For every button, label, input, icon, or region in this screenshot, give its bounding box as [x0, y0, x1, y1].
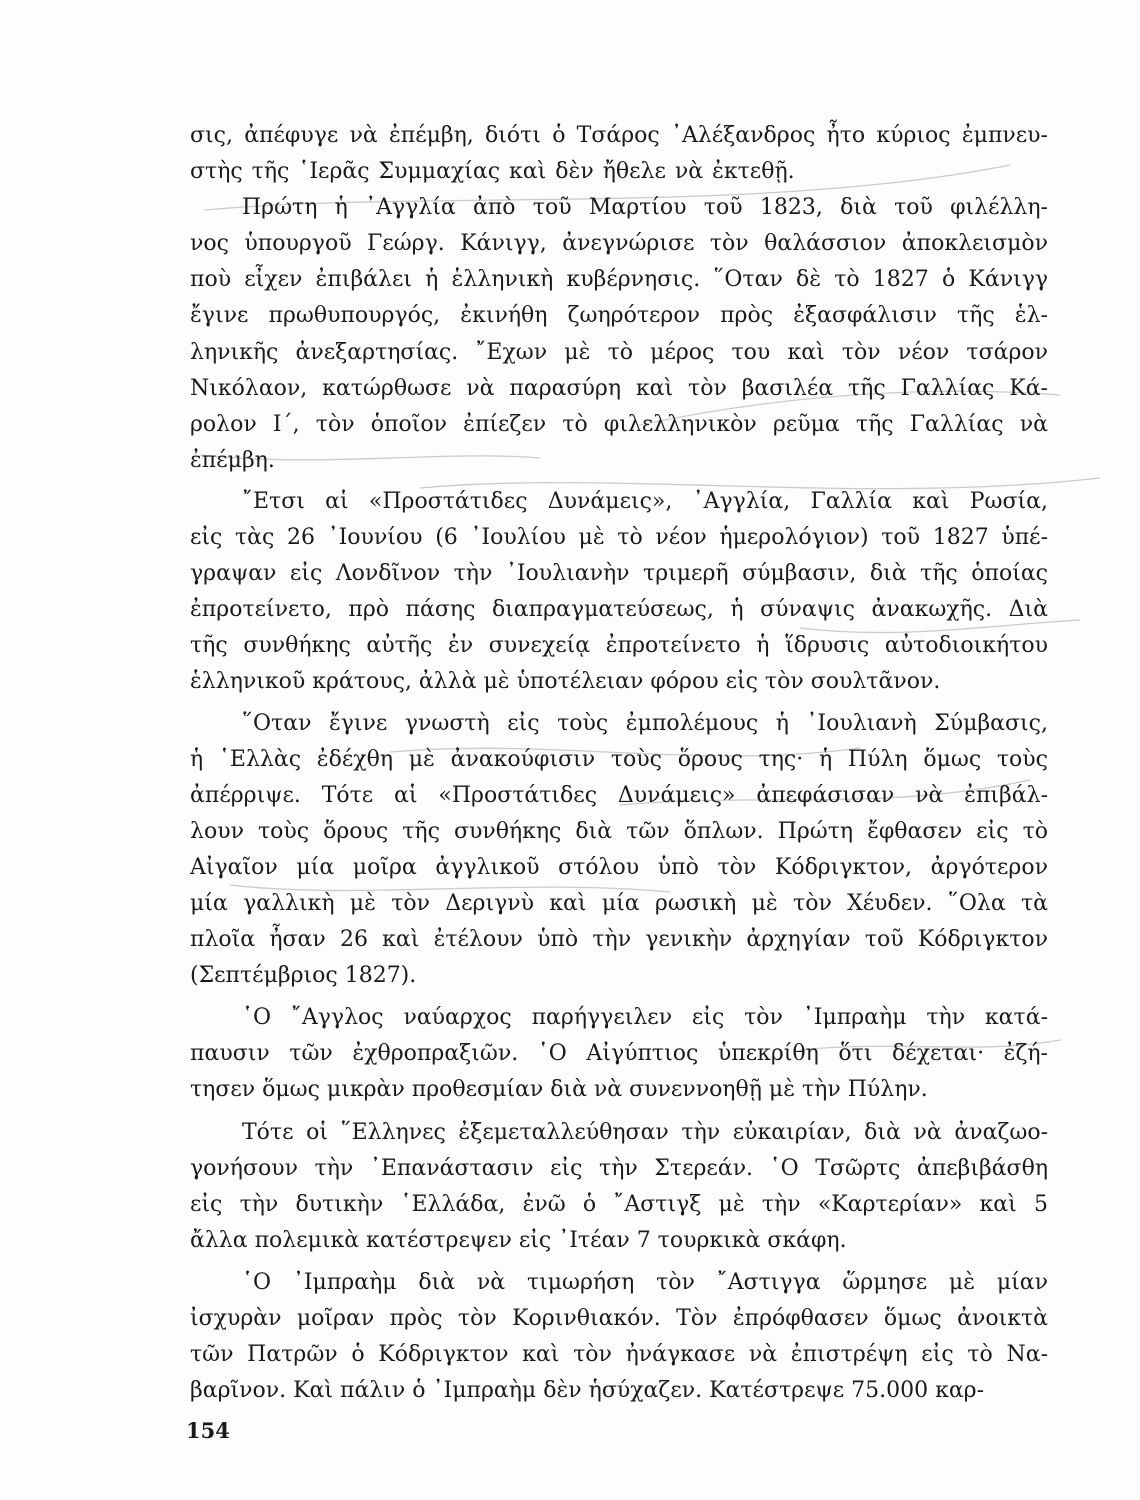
text-line: γραψαν εἰς Λονδῖνον τὴν ᾿Ιουλιανὴν τριμερῆ σύμβασιν, διὰ τῆς ὁποίας	[190, 561, 1048, 587]
text-line: παυσιν τῶν ἐχθροπραξιῶν. ῾Ο Αἰγύπτιος ὑπεκρίθη ὅτι δέχεται· ἐζή-	[190, 1041, 1048, 1067]
text-line: μία γαλλικὴ μὲ τὸν Δεριγνὺ καὶ μία ρωσικὴ μὲ τὸν Χέυδεν. ῞Ολα τὰ	[190, 890, 1048, 916]
text-line: στὴς τῆς ῾Ιερᾶς Συμμαχίας καὶ δὲν ἤθελε νὰ ἐκτεθῇ.	[190, 159, 795, 185]
text-line: ἰσχυρὰν μοῖραν πρὸς τὸν Κορινθιακόν. Τὸν ἐπρόφθασεν ὅμως ἀνοικτὰ	[190, 1306, 1048, 1331]
text-line: ἐπροτείνετο, πρὸ πάσης διαπραγματεύσεως, ἡ σύναψις ἀνακωχῆς. Διὰ	[190, 597, 1048, 623]
text-line: (Σεπτέμβριος 1827).	[190, 963, 417, 989]
text-line: σις, ἀπέφυγε νὰ ἐπέμβη, διότι ὁ Τσάρος ᾿Αλέξανδρος ἦτο κύριος ἐμπνευ-	[190, 123, 1048, 148]
text-line: ἔγινε πρωθυπουργός, ἐκινήθη ζωηρότερον πρὸς ἐξασφάλισιν τῆς ἑλ-	[190, 303, 1048, 329]
paragraph-2	[190, 190, 1048, 479]
text-line: ἐπέμβη.	[190, 447, 275, 473]
text-line: ποὺ εἶχεν ἐπιβάλει ἡ ἑλληνικὴ κυβέρνησις. ῞Οταν δὲ τὸ 1827 ὁ Κάνιγγ	[190, 267, 1048, 293]
text-line: ῾Ο ῎Αγγλος ναύαρχος παρήγγειλεν εἰς τὸν ᾿Ιμπραὴμ τὴν κατά-	[242, 1005, 1048, 1031]
text-line: Τότε οἱ ῞Ελληνες ἐξεμεταλλεύθησαν τὴν εὐκαιρίαν, διὰ νὰ ἀναζωο-	[242, 1119, 1048, 1145]
text-line: Αἰγαῖον μία μοῖρα ἀγγλικοῦ στόλου ὑπὸ τὸν Κόδριγκτον, ἀργότερον	[190, 854, 1048, 880]
text-line: τῶν Πατρῶν ὁ Κόδριγκτον καὶ τὸν ἠνάγκασε νὰ ἐπιστρέψη εἰς τὸ Να-	[190, 1342, 1048, 1368]
text-line: νος ὑπουργοῦ Γεώργ. Κάνιγγ, ἀνεγνώρισε τὸν θαλάσσιον ἀποκλεισμὸν	[190, 231, 1048, 257]
paragraph-1	[190, 118, 1048, 190]
text-line: ἄλλα πολεμικὰ κατέστρεψεν εἰς ᾿Ιτέαν 7 τουρκικὰ σκάφη.	[190, 1227, 847, 1253]
text-line: ῞Οταν ἔγινε γνωστὴ εἰς τοὺς ἐμπολέμους ἡ ᾿Ιουλιανὴ Σύμβασις,	[242, 710, 1048, 736]
paragraph-3	[190, 484, 1048, 701]
page-text	[190, 118, 1048, 1409]
paragraph-6	[190, 1115, 1048, 1259]
text-line: εἰς τὰς 26 ᾿Ιουνίου (6 ᾿Ιουλίου μὲ τὸ νέον ἡμερολόγιον) τοῦ 1827 ὑπέ-	[190, 525, 1048, 551]
text-line: γονήσουν τὴν ᾿Επανάστασιν εἰς τὴν Στερεάν. ῾Ο Τσῶρτς ἀπεβιβάσθη	[190, 1155, 1048, 1181]
text-line: ρολον Ι΄, τὸν ὁποῖον ἐπίεζεν τὸ φιλελληνικὸν ρεῦμα τῆς Γαλλίας νὰ	[190, 411, 1048, 437]
text-line: ἑλληνικοῦ κράτους, ἀλλὰ μὲ ὑποτέλειαν φόρου εἰς τὸν σουλτᾶνον.	[190, 669, 941, 695]
text-line: Νικόλαον, κατώρθωσε νὰ παρασύρη καὶ τὸν βασιλέα τῆς Γαλλίας Κά-	[190, 375, 1048, 401]
text-line: λουν τοὺς ὅρους τῆς συνθήκης διὰ τῶν ὅπλων. Πρώτη ἔφθασεν εἰς τὸ	[190, 818, 1048, 844]
text-line: ἀπέρριψε. Τότε αἱ «Προστάτιδες Δυνάμεις» ἀπεφάσισαν νὰ ἐπιβάλ-	[190, 782, 1048, 808]
text-line: τησεν ὅμως μικρὰν προθεσμίαν διὰ νὰ συνεννοηθῇ μὲ τὴν Πύλην.	[190, 1077, 928, 1103]
text-line: ῎Ετσι αἱ «Προστάτιδες Δυνάμεις», ᾿Αγγλία, Γαλλία καὶ Ρωσία,	[242, 488, 1048, 514]
text-line: βαρῖνον. Καὶ πάλιν ὁ ᾿Ιμπραὴμ δὲν ἡσύχαζεν. Κατέστρεψε 75.000 καρ-	[190, 1378, 985, 1404]
paragraph-4	[190, 706, 1048, 995]
text-line: Πρώτη ἡ ᾿Αγγλία ἀπὸ τοῦ Μαρτίου τοῦ 1823, διὰ τοῦ φιλέλλη-	[242, 195, 1048, 221]
page-number: 154	[186, 1418, 230, 1443]
paragraph-5	[190, 1000, 1048, 1108]
paragraph-7	[190, 1265, 1048, 1409]
text-line: ἡ ῾Ελλὰς ἐδέχθη μὲ ἀνακούφισιν τοὺς ὅρους της· ἡ Πύλη ὅμως τοὺς	[190, 746, 1048, 772]
text-line: ληνικῆς ἀνεξαρτησίας. ῎Εχων μὲ τὸ μέρος του καὶ τὸν νέον τσάρον	[190, 339, 1048, 365]
text-line: ῾Ο ᾿Ιμπραὴμ διὰ νὰ τιμωρήση τὸν ῎Αστιγγα ὥρμησε μὲ μίαν	[242, 1269, 1048, 1295]
text-line: εἰς τὴν δυτικὴν ῾Ελλάδα, ἐνῶ ὁ ῎Αστιγξ μὲ τὴν «Καρτερίαν» καὶ 5	[190, 1191, 1048, 1217]
text-line: πλοῖα ἦσαν 26 καὶ ἐτέλουν ὑπὸ τὴν γενικὴν ἀρχηγίαν τοῦ Κόδριγκτον	[190, 927, 1048, 953]
text-line: τῆς συνθήκης αὐτῆς ἐν συνεχείᾳ ἐπροτείνετο ἡ ἵδρυσις αὐτοδιοικήτου	[190, 633, 1048, 659]
